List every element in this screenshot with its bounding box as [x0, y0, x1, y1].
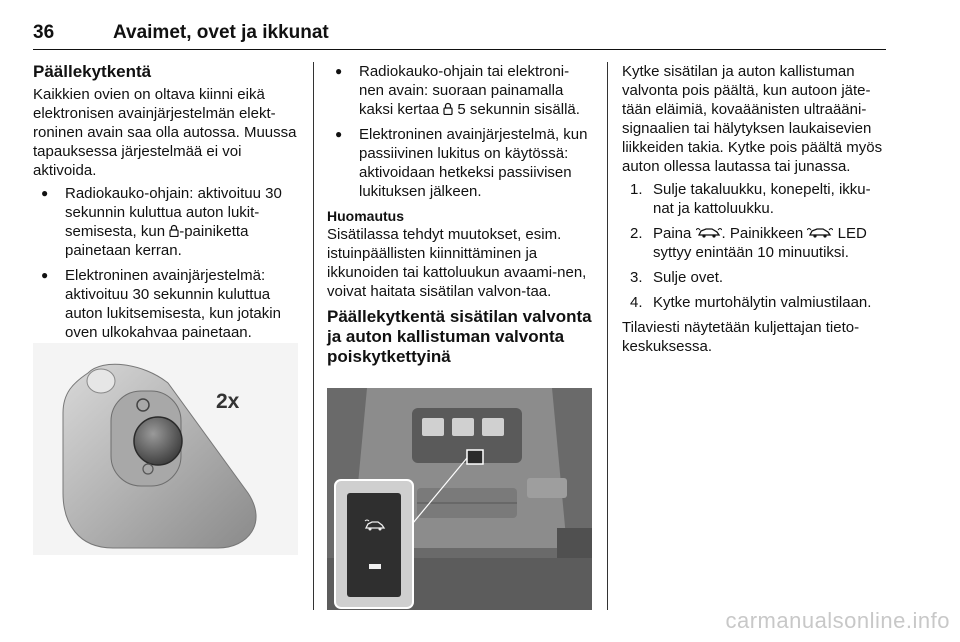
steps-list [630, 180, 887, 312]
outro-paragraph: Tilaviesti näytetään kuljettajan tieto-keskuksessa. [622, 319, 860, 355]
watermark: carmanualsonline.info [725, 608, 950, 633]
list-item: ● Elektroninen avainjärjestelmä, kun passiivinen lukitus on käytössä: aktivoidaan hetkeksi passiivisen lukituksen jälkeen. [327, 125, 592, 201]
list-item: 3. Sulje ovet. [630, 269, 724, 286]
car-tilt-icon [696, 227, 722, 238]
column-3 [622, 62, 887, 360]
list-item: 4. Kytke murtohälytin valmiustilaan. [630, 294, 872, 311]
padlock-icon [443, 102, 453, 115]
note-text: Sisätilassa tehdyt muutokset, esim. istuinpäällisten kiinnittäminen ja ikkunoiden tai kattoluukun avaami-nen, voivat haitata sisätilan valvon-taa. [327, 226, 587, 300]
section-heading-tilt-off: Päällekytkentä sisätilan valvonta ja auton kallistuman valvonta poiskytkettyinä [327, 307, 592, 366]
car-tilt-icon [364, 519, 386, 531]
chapter-title: Avaimet, ovet ja ikkunat [113, 22, 329, 43]
column-1 [33, 62, 298, 348]
list-item: 2. Paina . Painikkeen LED syttyy enintään 10 minuutiksi. [630, 225, 867, 261]
page-header [33, 22, 886, 50]
note-heading: Huomautus [327, 208, 404, 224]
press-twice-label: 2x [216, 390, 240, 413]
column-2 [327, 62, 592, 370]
overhead-console-illustration [327, 388, 592, 610]
key-fob-illustration [33, 343, 298, 555]
column-divider [607, 62, 608, 610]
key-fob-figure [33, 343, 298, 555]
intro-paragraph: Kaikkien ovien on oltava kiinni eikä elektronisen avainjärjestelmän elekt-roninen avain saa olla autossa. Muussa tapauksessa järjestelmää ei voi aktivoida. [33, 86, 297, 179]
overhead-console-figure [327, 388, 592, 610]
bullet-list [327, 62, 592, 201]
list-item: ● Radiokauko-ohjain tai elektroni-nen avain: suoraan painamalla kaksi kertaa 5 sekunnin sisällä. [327, 62, 592, 119]
padlock-icon [169, 224, 179, 237]
list-item: ● Elektroninen avainjärjestelmä: aktivoituu 30 sekunnin kuluttua auton lukitsemisesta, kun jotakin oven ulkokahvaa painetaan. [33, 266, 298, 342]
section-heading-activation: Päällekytkentä [33, 62, 152, 81]
car-tilt-icon [807, 227, 833, 238]
column-divider [313, 62, 314, 610]
page-number: 36 [33, 22, 55, 43]
intro-paragraph: Kytke sisätilan ja auton kallistuman valvonta pois päältä, kun autoon jäte-tään eläimiä, kovaäänisten ultraääni-signaalien tai hälytyksen laukaisevien liikkeiden takia. Kytke pois päältä myös auton ollessa lautassa tai junassa. [622, 63, 883, 175]
bullet-list [33, 184, 298, 342]
list-item: ● Radiokauko-ohjain: aktivoituu 30 sekunnin kuluttua auton lukit-semisesta, kun -painiketta painetaan kerran. [33, 184, 298, 260]
list-item: 1. Sulje takaluukku, konepelti, ikku-nat ja kattoluukku. [630, 181, 871, 217]
